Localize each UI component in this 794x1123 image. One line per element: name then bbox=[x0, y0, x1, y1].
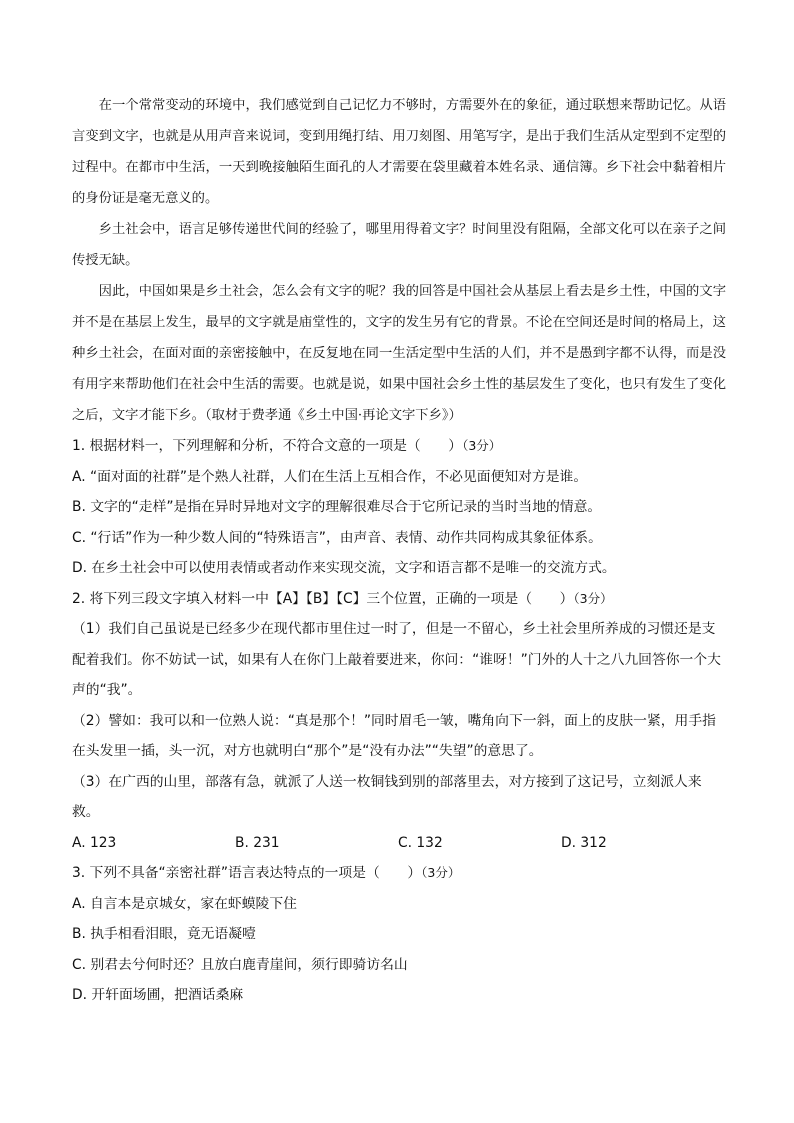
question-1-option-b: B. 文字的“走样”是指在异时异地对文字的理解很难尽合于它所记录的当时当地的情意。 bbox=[72, 499, 602, 515]
question-2-choice-d: D. 312 bbox=[561, 834, 607, 851]
question-1-option-d: D. 在乡土社会中可以使用表情或者动作来实现交流，文字和语言都不是唯一的交流方式。 bbox=[72, 560, 616, 576]
question-3-option-a: A. 自言本是京城女，家在虾蟆陵下住 bbox=[72, 895, 297, 912]
question-3 bbox=[72, 858, 726, 1011]
question-2-stem-text: 2. 将下列三段文字填入材料一中【A】【B】【C】三个位置，正确的一项是（ ） bbox=[72, 590, 574, 607]
question-2-segment-3: （3）在广西的山里，部落有急，就派了人送一枚铜钱到别的部落里去，对方接到了这记号，立刻派人来救。 bbox=[72, 773, 702, 820]
question-2-score: （3分） bbox=[573, 590, 613, 606]
question-2-segment-1: （1）我们自己虽说是已经多少在现代都市里住过一时了，但是一不留心，乡土社会里所养成的习惯还是支配着我们。你不妨试一试，如果有人在你门上敲着要进来，你问：“谁呀！”门外的人十之八九回答你一个大声的“我”。 bbox=[72, 621, 721, 698]
question-3-stem bbox=[72, 858, 726, 889]
passage-paragraph-2: 乡土社会中，语言足够传递世代间的经验了，哪里用得着文字？时间里没有阻隔，全部文化可以在亲子之间传授无缺。 bbox=[72, 222, 726, 268]
question-1-option-a: A. “面对面的社群”是个熟人社群，人们在生活上互相合作，不必见面便知对方是谁。 bbox=[72, 468, 588, 485]
question-2-stem bbox=[72, 584, 726, 615]
question-2-segment-2: （2）譬如：我可以和一位熟人说：“真是那个！”同时眉毛一皱，嘴角向下一斜，面上的皮肤一紧，用手指在头发里一插，头一沉，对方也就明白“那个”是“没有办法”“失望”的意思了。 bbox=[72, 712, 716, 759]
question-2-choices bbox=[72, 828, 726, 859]
question-3-option-c: C. 别君去兮何时还？且放白鹿青崖间，须行即骑访名山 bbox=[72, 956, 408, 973]
passage-paragraph-1: 在一个常常变动的环境中，我们感觉到自己记忆力不够时，方需要外在的象征，通过联想来帮助记忆。从语言变到文字，也就是从用声音来说词，变到用绳打结、用刀刻图、用笔写字，是出于我们生活从定型到不定型的过程中。在都市中生活，一天到晚接触陌生面孔的人才需要在袋里藏着本姓名录、通信簿。乡下社会中黏着相片的身份证是毫无意义的。 bbox=[72, 98, 726, 206]
question-3-option-b: B. 执手相看泪眼，竟无语凝噎 bbox=[72, 926, 256, 942]
question-1-stem bbox=[72, 431, 726, 462]
question-1-stem-text: 1. 根据材料一，下列理解和分析，不符合文意的一项是（ ） bbox=[72, 438, 463, 454]
question-2-choice-a: A. 123 bbox=[72, 834, 117, 851]
question-3-stem-text: 3. 下列不具备“亲密社群”语言表达特点的一项是（ ） bbox=[72, 865, 422, 881]
passage-paragraph-3: 因此，中国如果是乡土社会，怎么会有文字的呢？我的回答是中国社会从基层上看去是乡土性，中国的文字并不是在基层上发生，最早的文字就是庙堂性的，文字的发生另有它的背景。不论在空间还是时间的格局上，这种乡土社会，在面对面的亲密接触中，在反复地在同一生活定型中生活的人们，并不是愚到字都不认得，而是没有用字来帮助他们在社会中生活的需要。也就是说，如果中国社会乡土性的基层发生了变化，也只有发生了变化之后，文字才能下乡。（取材于费孝通《乡土中国·再论文字下乡》） bbox=[72, 284, 726, 423]
question-1 bbox=[72, 431, 726, 584]
question-3-option-d: D. 开轩面场圃，把酒话桑麻 bbox=[72, 987, 244, 1003]
question-2-choice-c: C. 132 bbox=[398, 834, 443, 851]
question-2-choice-b: B. 231 bbox=[235, 834, 280, 851]
question-1-score: （3分） bbox=[462, 438, 502, 453]
question-1-option-c: C. “行话”作为一种少数人间的“特殊语言”，由声音、表情、动作共同构成其象征体系。 bbox=[72, 529, 602, 546]
question-2 bbox=[72, 584, 726, 859]
question-3-score: （3分） bbox=[421, 865, 461, 880]
